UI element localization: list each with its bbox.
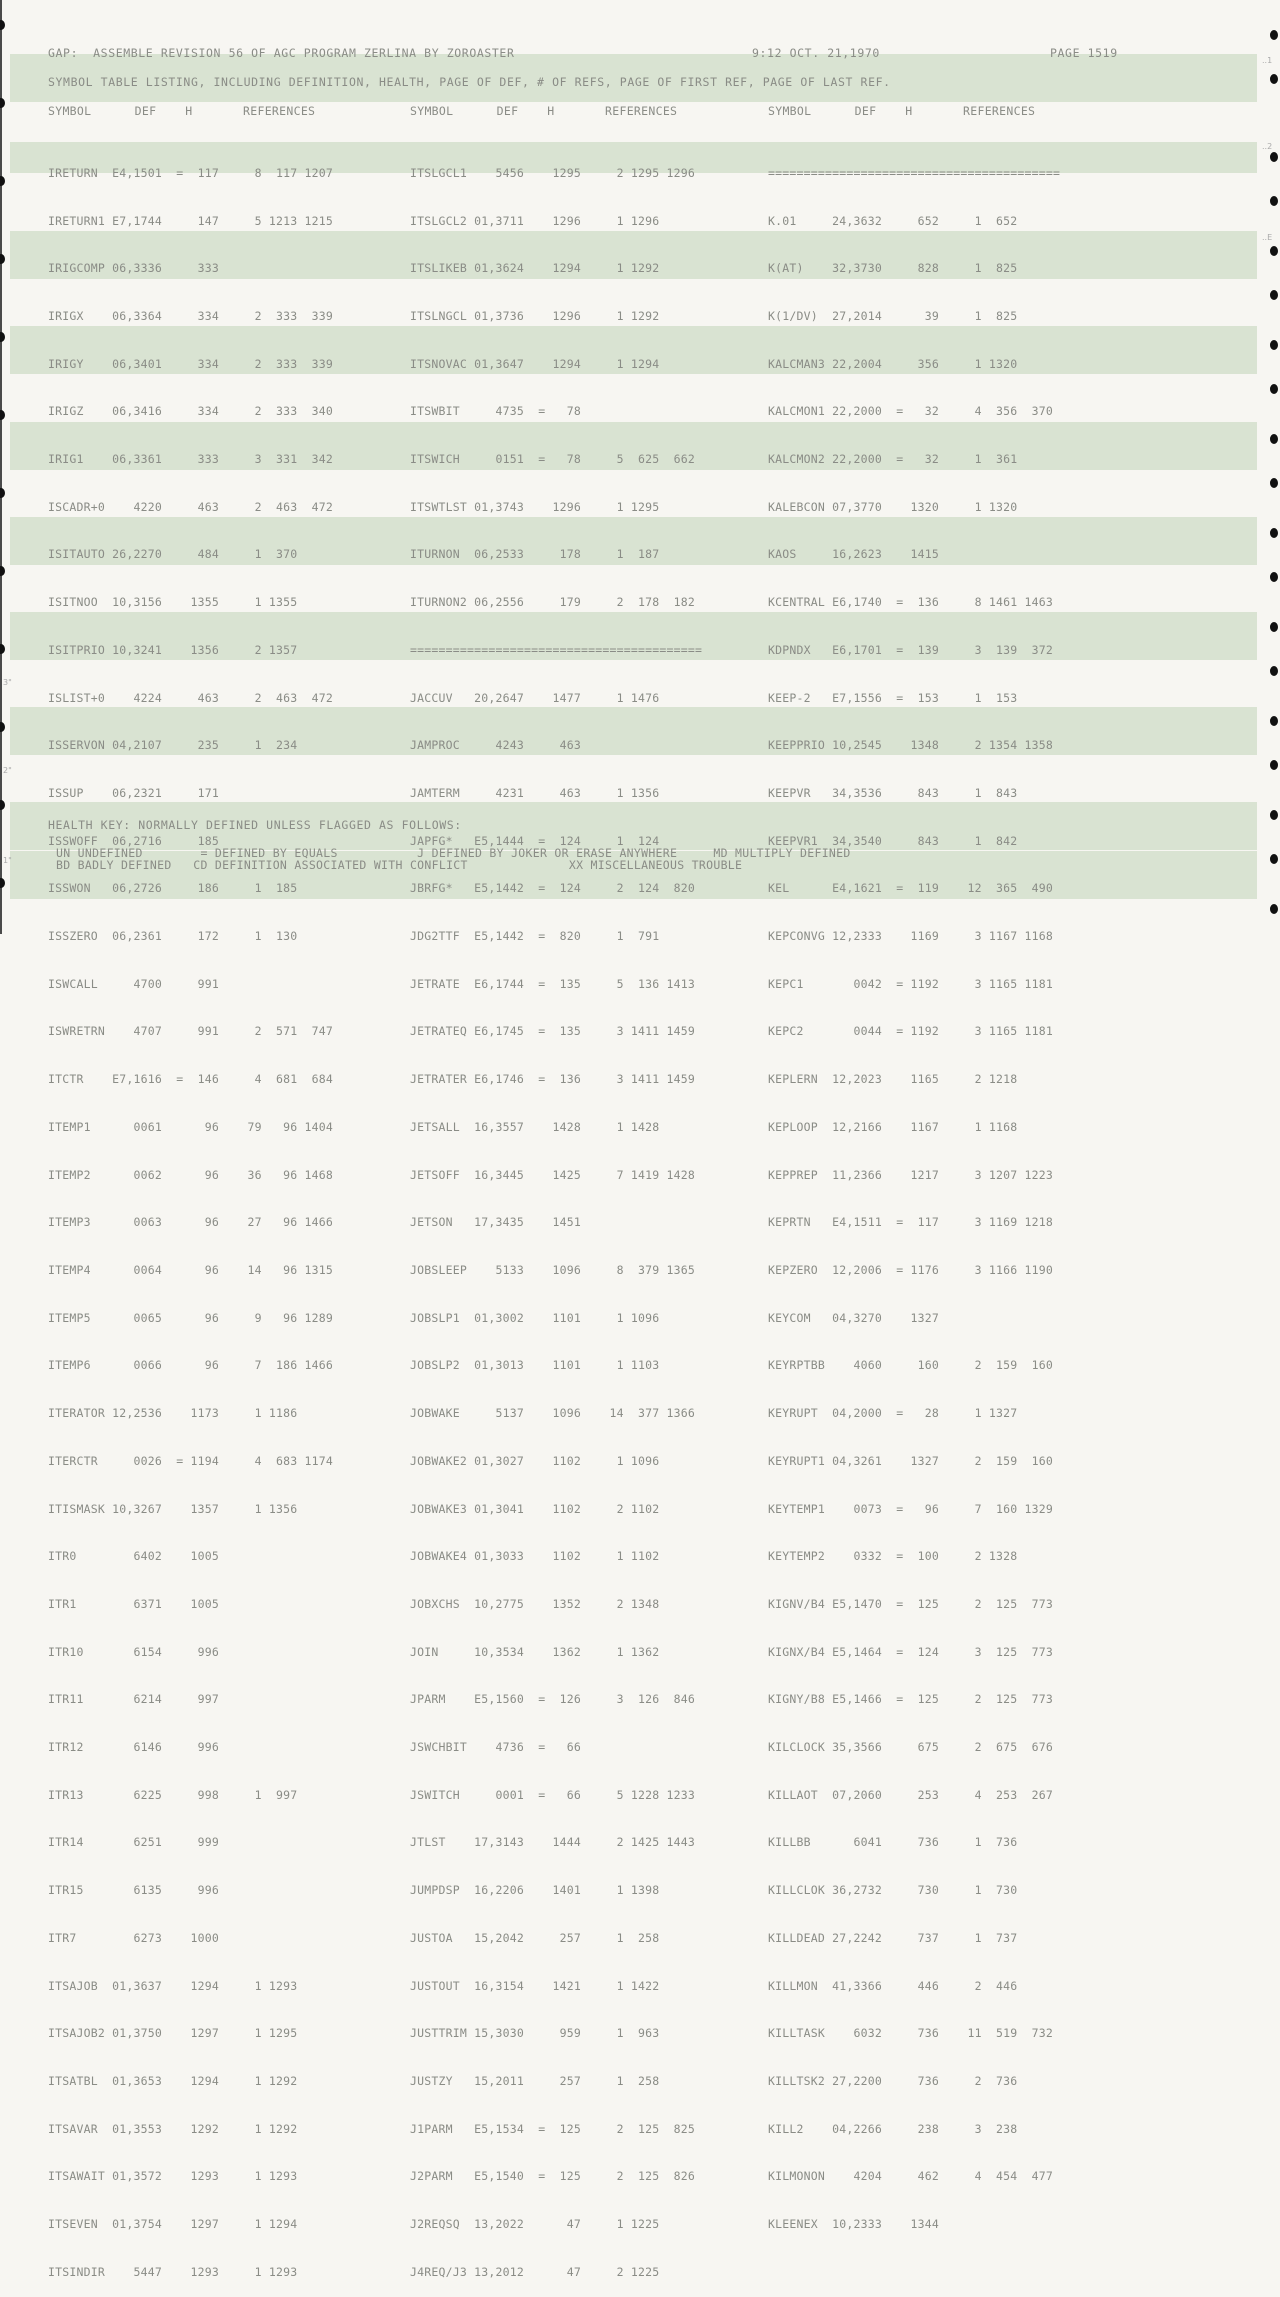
table-row: JOBWAKE4 01,3033 1102 1 1102 <box>410 1549 660 1564</box>
table-row: K(1/DV) 27,2014 39 1 825 <box>768 308 1018 323</box>
table-row: ITSLIKEB 01,3624 1294 1 1292 <box>410 261 660 276</box>
table-row: JETRATE E6,1744 = 135 5 136 1413 <box>410 976 695 991</box>
table-row: IRIGX 06,3364 334 2 333 339 <box>48 308 333 323</box>
table-row: KEEPVR 34,3536 843 1 843 <box>768 785 1018 800</box>
table-row: ITSAVAR 01,3553 1292 1 1292 <box>48 2121 298 2136</box>
margin-mark-right-2: ..2 <box>1262 142 1273 151</box>
table-row: ISSWON 06,2726 186 1 185 <box>48 881 298 896</box>
table-row: KEPLERN 12,2023 1165 2 1218 <box>768 1072 1018 1087</box>
table-row: ITR15 6135 996 <box>48 1883 219 1898</box>
table-row: KILLDEAD 27,2242 737 1 737 <box>768 1930 1018 1945</box>
table-row: JOBSLEEP 5133 1096 8 379 1365 <box>410 1262 695 1277</box>
table-row: KIGNV/B4 E5,1470 = 125 2 125 773 <box>768 1596 1053 1611</box>
table-row: KEPC1 0042 = 1192 3 1165 1181 <box>768 976 1053 991</box>
table-row: KALCMON2 22,2000 = 32 1 361 <box>768 452 1018 467</box>
margin-mark-left-1: 1" <box>3 856 12 865</box>
table-row: IRIGZ 06,3416 334 2 333 340 <box>48 404 333 419</box>
table-row: KEYCOM 04,3270 1327 <box>768 1310 939 1325</box>
table-row: ITURNON2 06,2556 179 2 178 182 <box>410 595 695 610</box>
table-row: ITSLNGCL 01,3736 1296 1 1292 <box>410 308 660 323</box>
table-row: ITCTR E7,1616 = 146 4 681 684 <box>48 1072 333 1087</box>
margin-mark-left-3: 3" <box>3 678 12 687</box>
table-row: ITEMP4 0064 96 14 96 1315 <box>48 1262 333 1277</box>
table-row: JOBSLP2 01,3013 1101 1 1103 <box>410 1358 660 1373</box>
table-row: JETSON 17,3435 1451 <box>410 1215 581 1230</box>
left-paper-edge <box>0 0 2 934</box>
table-row: KEPZERO 12,2006 = 1176 3 1166 1190 <box>768 1262 1053 1277</box>
table-row: KEYTEMP2 0332 = 100 2 1328 <box>768 1549 1018 1564</box>
table-row: ITEMP3 0063 96 27 96 1466 <box>48 1215 333 1230</box>
table-row: KEPC2 0044 = 1192 3 1165 1181 <box>768 1024 1053 1039</box>
margin-mark-right-3: ..E <box>1262 233 1273 242</box>
table-row: JACCUV 20,2647 1477 1 1476 <box>410 690 660 705</box>
table-row: ISSWOFF 06,2716 185 <box>48 833 219 848</box>
table-row: ITSLGCL1 5456 1295 2 1295 1296 <box>410 165 695 180</box>
page-number: PAGE 1519 <box>1050 46 1118 60</box>
table-row: ISITPRIO 10,3241 1356 2 1357 <box>48 642 298 657</box>
table-row: KEEP-2 E7,1556 = 153 1 153 <box>768 690 1018 705</box>
column-header-middle: SYMBOL DEF H REFERENCES <box>410 104 678 118</box>
table-row: KILCLOCK 35,3566 675 2 675 676 <box>768 1740 1053 1755</box>
column-header-right: SYMBOL DEF H REFERENCES <box>768 104 1036 118</box>
table-row: IRETURN E4,1501 = 117 8 117 1207 <box>48 165 333 180</box>
table-row: KIGNX/B4 E5,1464 = 124 3 125 773 <box>768 1644 1053 1659</box>
table-row: ITERATOR 12,2536 1173 1 1186 <box>48 1406 298 1421</box>
column-header-left: SYMBOL DEF H REFERENCES <box>48 104 316 118</box>
table-row: JUSTZY 15,2011 257 1 258 <box>410 2073 660 2088</box>
table-row: JDG2TTF E5,1442 = 820 1 791 <box>410 929 660 944</box>
table-row: KEPRTN E4,1511 = 117 3 1169 1218 <box>768 1215 1053 1230</box>
table-row: ITSEVEN 01,3754 1297 1 1294 <box>48 2217 298 2232</box>
table-row: ITSWTLST 01,3743 1296 1 1295 <box>410 499 660 514</box>
table-row: ISSERVON 04,2107 235 1 234 <box>48 738 298 753</box>
table-row: JUSTTRIM 15,3030 959 1 963 <box>410 2026 660 2041</box>
table-row: ITSAWAIT 01,3572 1293 1 1293 <box>48 2169 298 2184</box>
table-row: KAOS 16,2623 1415 <box>768 547 939 562</box>
table-row: JOBWAKE3 01,3041 1102 2 1102 <box>410 1501 660 1516</box>
table-row: KILMONON 4204 462 4 454 477 <box>768 2169 1053 2184</box>
table-separator: ========================================= <box>768 165 1061 180</box>
symbol-table-right <box>768 134 1060 2249</box>
table-row: ISLIST+0 4224 463 2 463 472 <box>48 690 333 705</box>
table-row: KEYRPTBB 4060 160 2 159 160 <box>768 1358 1053 1373</box>
table-row: KEYRUPT 04,2000 = 28 1 1327 <box>768 1406 1018 1421</box>
table-row: JAPFG* E5,1444 = 124 1 124 <box>410 833 660 848</box>
table-row: KILL2 04,2266 238 3 238 <box>768 2121 1018 2136</box>
table-row: KILLMON 41,3366 446 2 446 <box>768 1978 1018 1993</box>
health-key-line-2: BD BADLY DEFINED CD DEFINITION ASSOCIATED WITH CONFLICT XX MISCELLANEOUS TROUBLE <box>56 858 743 872</box>
table-row: K(AT) 32,3730 828 1 825 <box>768 261 1018 276</box>
table-row: ITEMP6 0066 96 7 186 1466 <box>48 1358 333 1373</box>
table-row: KILLTASK 6032 736 11 519 732 <box>768 2026 1053 2041</box>
table-row: ITURNON 06,2533 178 1 187 <box>410 547 660 562</box>
margin-mark-right-1: ..1 <box>1262 56 1273 65</box>
table-row: JBRFG* E5,1442 = 124 2 124 820 <box>410 881 695 896</box>
table-row: KILLAOT 07,2060 253 4 253 267 <box>768 1787 1053 1802</box>
table-row: ITSAJOB 01,3637 1294 1 1293 <box>48 1978 298 1993</box>
table-row: ITR13 6225 998 1 997 <box>48 1787 298 1802</box>
table-row: KALCMAN3 22,2004 356 1 1320 <box>768 356 1018 371</box>
table-row: KDPNDX E6,1701 = 139 3 139 372 <box>768 642 1053 657</box>
program-title: GAP: ASSEMBLE REVISION 56 OF AGC PROGRAM ZERLINA BY ZOROASTER <box>48 46 515 60</box>
table-row: ITR7 6273 1000 <box>48 1930 219 1945</box>
table-row: KEYTEMP1 0073 = 96 7 160 1329 <box>768 1501 1053 1516</box>
table-row: ITR10 6154 996 <box>48 1644 219 1659</box>
table-row: JSWCHBIT 4736 = 66 <box>410 1740 581 1755</box>
table-row: ISWRETRN 4707 991 2 571 747 <box>48 1024 333 1039</box>
table-row: ITR1 6371 1005 <box>48 1596 219 1611</box>
table-row: KEPPREP 11,2366 1217 3 1207 1223 <box>768 1167 1053 1182</box>
table-row: KILLBB 6041 736 1 736 <box>768 1835 1018 1850</box>
table-row: JETSALL 16,3557 1428 1 1428 <box>410 1119 660 1134</box>
table-row: ISSUP 06,2321 171 <box>48 785 219 800</box>
table-row: JOIN 10,3534 1362 1 1362 <box>410 1644 660 1659</box>
table-row: IRETURN1 E7,1744 147 5 1213 1215 <box>48 213 333 228</box>
table-row: ITR11 6214 997 <box>48 1692 219 1707</box>
table-row: KILLCLOK 36,2732 730 1 730 <box>768 1883 1018 1898</box>
table-row: JOBXCHS 10,2775 1352 2 1348 <box>410 1596 660 1611</box>
table-row: ITSATBL 01,3653 1294 1 1292 <box>48 2073 298 2088</box>
table-row: ITSNOVAC 01,3647 1294 1 1294 <box>410 356 660 371</box>
listing-subtitle: SYMBOL TABLE LISTING, INCLUDING DEFINITION, HEALTH, PAGE OF DEF, # OF REFS, PAGE OF FIRST REF, PAGE OF LAST REF. <box>48 75 891 89</box>
table-row: JETRATEQ E6,1745 = 135 3 1411 1459 <box>410 1024 695 1039</box>
table-row: K.01 24,3632 652 1 652 <box>768 213 1018 228</box>
table-row: ISITNOO 10,3156 1355 1 1355 <box>48 595 298 610</box>
table-row: JSWITCH 0001 = 66 5 1228 1233 <box>410 1787 695 1802</box>
table-row: JAMPROC 4243 463 <box>410 738 581 753</box>
table-row: JOBWAKE 5137 1096 14 377 1366 <box>410 1406 695 1421</box>
table-row: KEEPPRIO 10,2545 1348 2 1354 1358 <box>768 738 1053 753</box>
table-row: KEL E4,1621 = 119 12 365 490 <box>768 881 1053 896</box>
table-row: KEPLOOP 12,2166 1167 1 1168 <box>768 1119 1018 1134</box>
table-row: ITSAJOB2 01,3750 1297 1 1295 <box>48 2026 298 2041</box>
health-key-line-1: UN UNDEFINED = DEFINED BY EQUALS J DEFINED BY JOKER OR ERASE ANYWHERE MD MULTIPLY DEFINED <box>56 846 851 860</box>
table-row: KEPCONVG 12,2333 1169 3 1167 1168 <box>768 929 1053 944</box>
table-row: ITEMP5 0065 96 9 96 1289 <box>48 1310 333 1325</box>
table-row: ITEMP1 0061 96 79 96 1404 <box>48 1119 333 1134</box>
table-row: ITR12 6146 996 <box>48 1740 219 1755</box>
table-row: J2REQSQ 13,2022 47 1 1225 <box>410 2217 660 2232</box>
table-row: ITSWBIT 4735 = 78 <box>410 404 581 419</box>
table-row: J2PARM E5,1540 = 125 2 125 826 <box>410 2169 695 2184</box>
table-row: ISITAUTO 26,2270 484 1 370 <box>48 547 298 562</box>
table-row: ITSLGCL2 01,3711 1296 1 1296 <box>410 213 660 228</box>
table-row: JAMTERM 4231 463 1 1356 <box>410 785 660 800</box>
table-row: ITERCTR 0026 = 1194 4 683 1174 <box>48 1453 333 1468</box>
table-row: IRIG1 06,3361 333 3 331 342 <box>48 452 333 467</box>
table-row: ITSINDIR 5447 1293 1 1293 <box>48 2264 298 2279</box>
table-row: J1PARM E5,1534 = 125 2 125 825 <box>410 2121 695 2136</box>
table-row: KILLTSK2 27,2200 736 2 736 <box>768 2073 1018 2088</box>
table-row: JOBWAKE2 01,3027 1102 1 1096 <box>410 1453 660 1468</box>
symbol-table-middle <box>410 134 702 2297</box>
table-row: ISCADR+0 4220 463 2 463 472 <box>48 499 333 514</box>
table-row: ITSWICH 0151 = 78 5 625 662 <box>410 452 695 467</box>
table-row: ITEMP2 0062 96 36 96 1468 <box>48 1167 333 1182</box>
table-row: KEEPVR1 34,3540 843 1 842 <box>768 833 1018 848</box>
table-row: KEYRUPT1 04,3261 1327 2 159 160 <box>768 1453 1053 1468</box>
table-row: ISSZERO 06,2361 172 1 130 <box>48 929 298 944</box>
table-row: JTLST 17,3143 1444 2 1425 1443 <box>410 1835 695 1850</box>
table-row: JUSTOUT 16,3154 1421 1 1422 <box>410 1978 660 1993</box>
table-separator: ========================================= <box>410 642 703 657</box>
table-row: ITISMASK 10,3267 1357 1 1356 <box>48 1501 298 1516</box>
table-row: JPARM E5,1560 = 126 3 126 846 <box>410 1692 695 1707</box>
table-row: JUMPDSP 16,2206 1401 1 1398 <box>410 1883 660 1898</box>
table-row: KALEBCON 07,3770 1320 1 1320 <box>768 499 1018 514</box>
table-row: JUSTOA 15,2042 257 1 258 <box>410 1930 660 1945</box>
table-row: JETRATER E6,1746 = 136 3 1411 1459 <box>410 1072 695 1087</box>
margin-mark-left-2: 2" <box>3 766 12 775</box>
table-row: ITR14 6251 999 <box>48 1835 219 1850</box>
table-row: KIGNY/B8 E5,1466 = 125 2 125 773 <box>768 1692 1053 1707</box>
table-row: KLEENEX 10,2333 1344 <box>768 2217 939 2232</box>
table-row: ISWCALL 4700 991 <box>48 976 219 991</box>
table-row: ITR0 6402 1005 <box>48 1549 219 1564</box>
table-row: KALCMON1 22,2000 = 32 4 356 370 <box>768 404 1053 419</box>
timestamp: 9:12 OCT. 21,1970 <box>752 46 880 60</box>
health-key-title: HEALTH KEY: NORMALLY DEFINED UNLESS FLAGGED AS FOLLOWS: <box>48 818 462 832</box>
symbol-table-left <box>48 134 333 2297</box>
table-row: KCENTRAL E6,1740 = 136 8 1461 1463 <box>768 595 1053 610</box>
table-row: IRIGCOMP 06,3336 333 <box>48 261 219 276</box>
table-row: JETSOFF 16,3445 1425 7 1419 1428 <box>410 1167 695 1182</box>
table-row: JOBSLP1 01,3002 1101 1 1096 <box>410 1310 660 1325</box>
table-row: IRIGY 06,3401 334 2 333 339 <box>48 356 333 371</box>
table-row: J4REQ/J3 13,2012 47 2 1225 <box>410 2264 660 2279</box>
